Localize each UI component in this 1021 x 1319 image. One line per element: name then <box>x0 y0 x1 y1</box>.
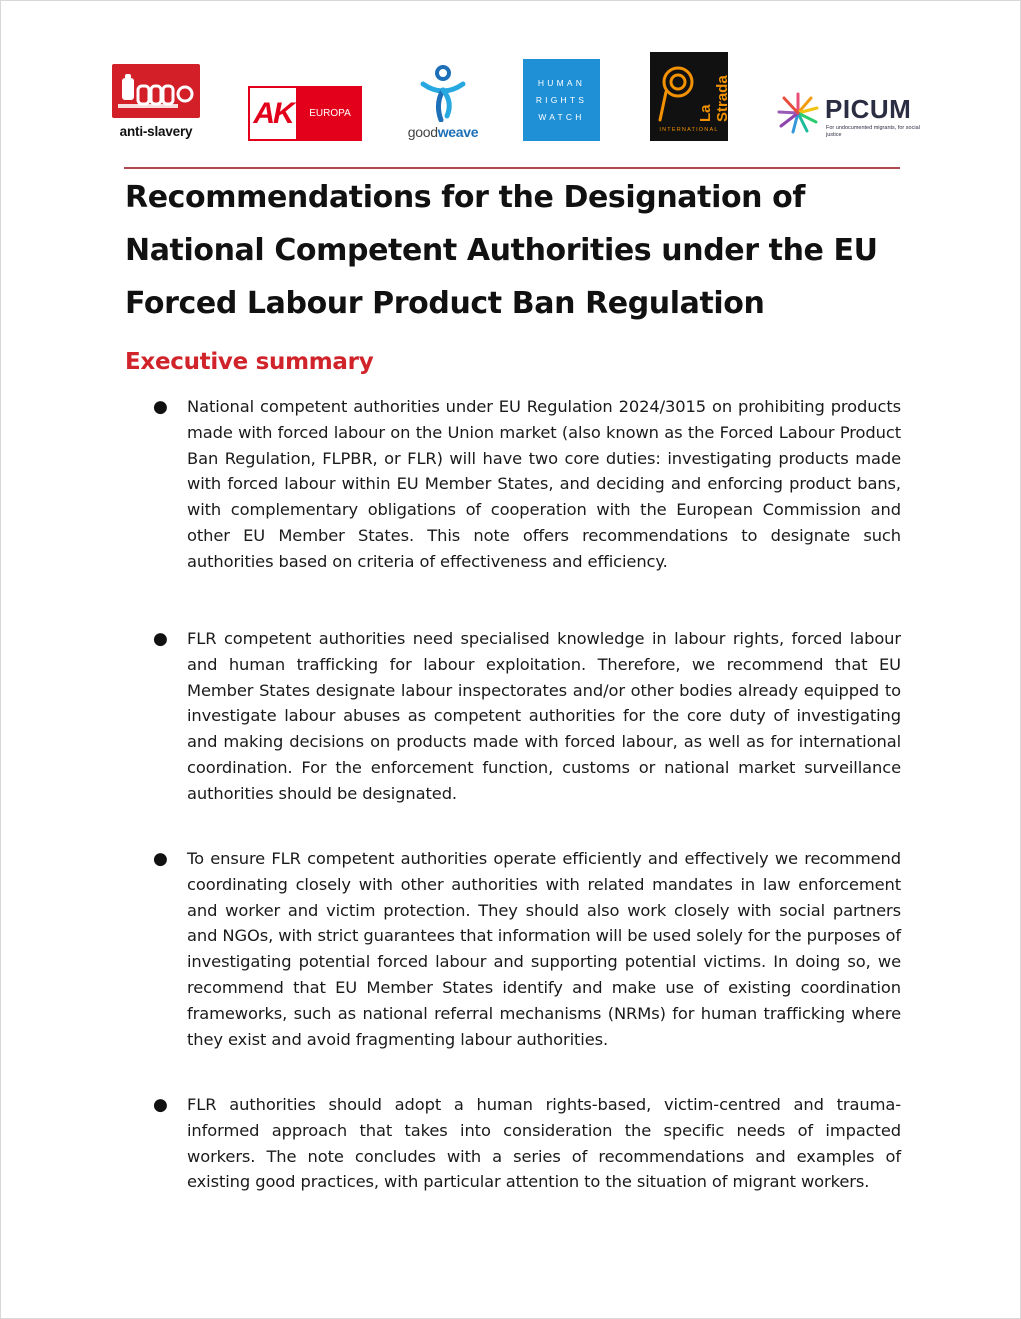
anti-slavery-logo <box>110 64 202 142</box>
document-title-line-3: Forced Labour Product Ban Regulation <box>125 286 765 321</box>
anti-slavery-logo-text: anti-slavery <box>119 124 193 139</box>
la-strada-logo-subtext: INTERNATIONAL <box>659 127 719 133</box>
hrw-line-3: WATCH <box>538 112 585 122</box>
bullet-icon: ● <box>153 629 168 649</box>
bullet-text: FLR authorities should adopt a human rights-based, victim-centred and trauma-informed approach that takes into consideration the specific needs of impacted workers. The note concludes with a series of recommendations and examples of existing good practices, with particular attention to the situation of migrant workers. <box>187 1095 901 1192</box>
picum-logo-text: PICUM <box>825 94 912 124</box>
fist-icon <box>112 64 200 118</box>
picum-burst-icon <box>775 90 821 136</box>
hrw-line-1: HUMAN <box>537 78 586 88</box>
picum-logo <box>775 88 920 142</box>
section-heading-executive-summary: Executive summary <box>125 349 374 375</box>
document-title-line-1: Recommendations for the Designation of <box>125 180 806 215</box>
header-rule <box>124 167 900 169</box>
bullet-icon: ● <box>153 1095 168 1115</box>
la-strada-logo <box>650 52 731 141</box>
human-rights-watch-logo <box>523 59 600 141</box>
ak-logo-europa-text: EUROPA <box>298 86 362 141</box>
ak-logo-mark: AK <box>248 86 298 141</box>
la-strada-swirl-icon <box>656 62 698 124</box>
bullet-icon: ● <box>153 849 168 869</box>
bullet-text: To ensure FLR competent authorities operate efficiently and effectively we recommend coordinating closely with other authorities with related mandates in law enforcement and worker and victim protection. They should also work closely with social partners and NGOs, with strict guarantees that information will be used solely for the purposes of investigating potential forced labour and supporting potential victims. In doing so, we recommend that EU Member States identify and make use of existing coordination frameworks, such as national referral mechanisms (NRMs) for human trafficking where they exist and avoid fragmenting labour authorities. <box>187 849 901 1049</box>
picum-logo-tagline: For undocumented migrants, for social justice <box>826 125 920 138</box>
partner-logos <box>0 0 1021 160</box>
hrw-line-2: RIGHTS <box>535 95 588 105</box>
goodweave-logo <box>398 64 488 144</box>
ak-europa-logo <box>248 86 362 141</box>
document-title-line-2: National Competent Authorities under the EU <box>125 233 878 268</box>
goodweave-figure-icon <box>415 64 471 122</box>
la-strada-logo-text: La Strada <box>697 75 731 122</box>
goodweave-logo-text <box>398 124 488 140</box>
goodweave-text-weave: weave <box>437 124 479 140</box>
bullet-text: FLR competent authorities need specialised knowledge in labour rights, forced labour and human trafficking for labour exploitation. Therefore, we recommend that EU Member States designate labour inspectorates and/or other bodies already equipped to investigate labour abuses as competent authorities for the core duty of investigating and making decisions on products made with forced labour, as well as for international coordination. For the enforcement function, customs or national market surveillance authorities should be designated. <box>187 629 901 803</box>
bullet-text: National competent authorities under EU Regulation 2024/3015 on prohibiting products made with forced labour on the Union market (also known as the Forced Labour Product Ban Regulation, FLPBR, or FLR) will have two core duties: investigating products made with forced labour within EU Member States, and deciding and enforcing product bans, with complementary obligations of cooperation with the European Commission and other EU Member States. This note offers recommendations to designate such authorities based on criteria of effectiveness and efficiency. <box>187 397 901 571</box>
goodweave-text-good: good <box>407 124 438 140</box>
document-title <box>125 171 915 330</box>
bullet-icon: ● <box>153 397 168 417</box>
